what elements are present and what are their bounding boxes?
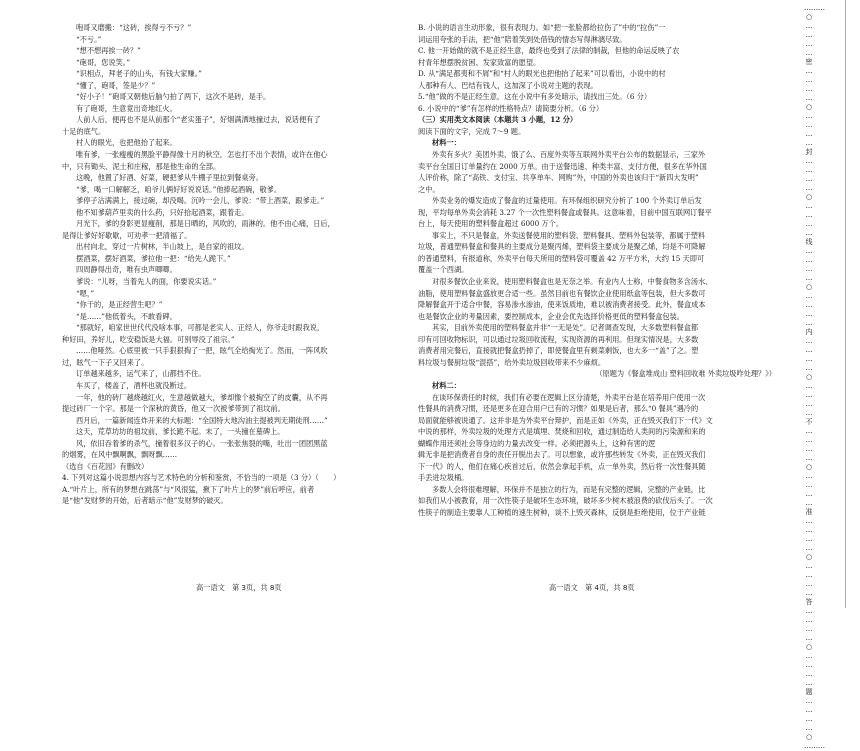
sealing-line-mark: … bbox=[805, 310, 813, 318]
sealing-line-mark: … bbox=[805, 247, 813, 255]
sealing-line-mark: 不 bbox=[805, 418, 813, 426]
option-c: 村青年想摆脱贫困、发家致富的愿望。 bbox=[418, 57, 541, 67]
story-line: 车买了，楼盖了，酒杯也就没断过。 bbox=[76, 380, 192, 390]
material-line: 中说的那样，外卖垃圾的处理方式是填埋、焚烧和回收，通过制造给人类间的污染源和来的 bbox=[418, 427, 706, 437]
sealing-line-mark: … bbox=[805, 94, 813, 102]
sealing-line-mark: … bbox=[805, 724, 813, 732]
sealing-line-mark: … bbox=[805, 544, 813, 552]
sealing-line-mark: … bbox=[805, 139, 813, 147]
sealing-line-mark: 答 bbox=[805, 598, 813, 606]
question-6: 6. 小说中的“爹”有怎样的性格特点？请简要分析。（6 分） bbox=[418, 103, 604, 113]
sealing-line-mark: ……… bbox=[804, 742, 825, 750]
sealing-line-mark: … bbox=[805, 706, 813, 714]
sealing-line-mark: … bbox=[805, 427, 813, 435]
sealing-line-mark: … bbox=[805, 616, 813, 624]
story-line: 订单越来越多，运气来了，山都挡不住。 bbox=[76, 369, 206, 379]
section-instruction: 阅读下面的文字，完成 7～9 题。 bbox=[418, 126, 526, 136]
material-line: 也是餐饮企业的考量因素，要控制成本，企业会优先选择价格更低的塑料餐盒包装。 bbox=[418, 311, 684, 321]
story-line: 月光下，爹的身影更显瘦削，那是日晒的，风吹的，雨淋的。他不由心痛，日后， bbox=[76, 219, 335, 229]
sealing-line-mark: … bbox=[805, 292, 813, 300]
page-footer-left: 高一语文 第 3页，共 8页 bbox=[196, 583, 282, 592]
sealing-line-mark: … bbox=[805, 346, 813, 354]
material-label: 材料一： bbox=[432, 138, 461, 148]
material-line: 印有可回收物标识，可以通过垃圾回收流程，实现资源的再利用。但现实情况是，大多数 bbox=[418, 334, 699, 344]
material-line: 事实上，不只是餐盒，外卖送餐使用的塑料袋、塑料餐具、塑料外包装等，都属于塑料 bbox=[432, 230, 706, 240]
sealing-line-mark: … bbox=[805, 436, 813, 444]
story-line: 这天，荒草坊坊的祖坟前，爹长跪不起。末了，一头撞在墓碑上。 bbox=[76, 427, 285, 437]
material-line: 料垃圾与餐厨垃圾“混搭”，给外卖垃圾回收带来不少麻烦。 bbox=[418, 357, 606, 367]
story-line: “是……”他低着头，不敢看碑。 bbox=[76, 311, 177, 321]
story-line: “懂了，砲哥，签是少？” bbox=[76, 80, 156, 90]
sealing-line-mark: ○ bbox=[805, 283, 813, 291]
story-line: 人前人后，便再也不是从前那个“老实蛋子”，好烟满洒地撞过去，说话便有了 bbox=[76, 115, 321, 125]
sealing-line-mark: … bbox=[805, 625, 813, 633]
sealing-line-mark: … bbox=[805, 400, 813, 408]
story-line: 四周静得出奇，唯有虫声唧唧。 bbox=[76, 265, 177, 275]
sealing-line-mark: … bbox=[805, 634, 813, 642]
sealing-line-mark: 题 bbox=[805, 688, 813, 696]
sealing-line-mark: … bbox=[805, 517, 813, 525]
sealing-line-mark: … bbox=[805, 40, 813, 48]
sealing-line-mark: ○ bbox=[805, 103, 813, 111]
sealing-line-mark: … bbox=[805, 355, 813, 363]
sealing-line-mark: ○ bbox=[805, 193, 813, 201]
question-4: 4. 下列对这篇小说思想内容与艺术特色的分析和鉴赏，不恰当的一项是（3 分）（ ） bbox=[62, 473, 341, 483]
material-line: 卖平台全国日订单量约在 2000 万单。由于送餐迅速、种类丰富、支付方便，很多在华外国 bbox=[418, 161, 707, 171]
story-line: 提过砖厂一个字。那是一个深秋的黄昏，他又一次被爹带到了祖坟前。 bbox=[62, 404, 285, 414]
sealing-line-mark: … bbox=[805, 31, 813, 39]
sealing-line-mark: … bbox=[805, 319, 813, 327]
sealing-line-mark: … bbox=[805, 679, 813, 687]
sealing-line-mark: … bbox=[805, 265, 813, 273]
story-line: 爹停子沾满满上，接过碗，却没喝。沉吟一会儿，爹说：“带上酒菜，跟爹走。” bbox=[76, 196, 325, 206]
sealing-line-mark: … bbox=[805, 256, 813, 264]
material-line: 局面就能够被说通了。这并非是为外卖平台辩护，而是正如《外卖，正在毁灭我们下一代》文 bbox=[418, 415, 713, 425]
material-line: 外卖有多火？美团外卖、饿了么、百度外卖等互联网外卖平台公布的数据显示，三家外 bbox=[432, 150, 706, 160]
story-line: 十足的底气。 bbox=[62, 126, 106, 136]
story-line: 中，只有锄头、泥土和庄稼，那是他生命的全部。 bbox=[62, 161, 221, 171]
sealing-line-mark: ○ bbox=[805, 553, 813, 561]
story-line: “不亏。” bbox=[76, 34, 102, 44]
sealing-line-mark: … bbox=[805, 499, 813, 507]
material-label: 材料二： bbox=[432, 380, 461, 390]
sealing-line-mark: … bbox=[805, 481, 813, 489]
story-line: 他不知爹葫芦里卖的什么药，只好拾起酒菜，跟着走。 bbox=[76, 207, 249, 217]
sealing-line-mark: … bbox=[805, 526, 813, 534]
material-source: （原题为《餐盒堆成山 塑料回收难 外卖垃圾咋处理？》） bbox=[595, 369, 776, 379]
sealing-line-mark: ○ bbox=[805, 733, 813, 741]
story-line: 是得让爹好好歇歇，可劝孝一把清福了。 bbox=[62, 230, 192, 240]
sealing-line-mark: ○ bbox=[805, 13, 813, 21]
sealing-line-mark: ○ bbox=[805, 463, 813, 471]
material-line: 外卖业务的爆发造成了餐盒的过量使用。有环保组织研究分析了 100 个外卖订单后发 bbox=[432, 196, 702, 206]
material-line: 之中。 bbox=[418, 184, 440, 194]
sealing-line-mark: … bbox=[805, 202, 813, 210]
sealing-line-mark: 密 bbox=[805, 58, 813, 66]
sealing-line-mark: … bbox=[805, 184, 813, 192]
sealing-line-mark: … bbox=[805, 274, 813, 282]
sealing-line-mark: … bbox=[805, 121, 813, 129]
material-line: 多数人会将很难理解，环保并不是独立的行为，而是有完整的逻辑，完整的产业链，比 bbox=[432, 484, 706, 494]
story-line: 风，依旧吞着爹的杀气，撞着很多汉子的心。一张张焦裂的嘴，吐出一团团黑蓝 bbox=[76, 438, 328, 448]
option-d: 人那种有人、巴结有钱人，这加深了小说对主题的表现。 bbox=[418, 80, 598, 90]
story-line: 爹说：“儿呀，当着先人的面，你要说实话。” bbox=[76, 277, 217, 287]
sealing-line-mark: … bbox=[805, 229, 813, 237]
sealing-line-mark: … bbox=[805, 409, 813, 417]
material-line: 性筷子的制造主要靠人工种植的速生树种，谈不上毁灭森林，反倒是拒绝使用，位于产业链 bbox=[418, 507, 706, 517]
right-page-column bbox=[418, 22, 776, 519]
story-line: 唯有爹，一张瘦瘦的黑脸平静得像十月的秋空，怎也打不出个表情，或许在他心 bbox=[76, 150, 328, 160]
sealing-line-mark: … bbox=[805, 589, 813, 597]
material-line: 对很多餐饮企业来说，使用塑料餐盒也是无奈之举。有业内人士称，中餐食物多含汤水、 bbox=[432, 277, 713, 287]
sealing-line-mark: … bbox=[805, 652, 813, 660]
material-line: 性餐具的消费习惯，还是更多在迎合用户已有的习惯？如果是后者，那么“0 餐具”遇冷的 bbox=[418, 404, 699, 414]
sealing-line-mark: 封 bbox=[805, 148, 813, 156]
sealing-line-mark: 内 bbox=[805, 328, 813, 336]
sealing-line-mark: … bbox=[805, 130, 813, 138]
story-line: 这晚，他置了好酒、好菜，硬把爹从牛棚子里拉到餐桌旁。 bbox=[76, 173, 263, 183]
sealing-line-mark: … bbox=[805, 697, 813, 705]
material-line: 蝴蝶作用还须社会等身边的力量去改变一样。必须把源头上，这种有害的逻 bbox=[418, 438, 656, 448]
section-heading: （三）实用类文本阅读（本题共 3 小题，12 分） bbox=[418, 115, 578, 125]
material-line: 的普通塑料，有报道称，外卖平台每天所用的塑料袋可覆盖 42 万平方米，大约 15 天即可 bbox=[418, 253, 705, 263]
material-line: 其实，目前外卖使用的塑料餐盒并非“一无是处”。记者调查发现，大多数塑料餐盒都 bbox=[432, 323, 699, 333]
sealing-line-mark: … bbox=[805, 22, 813, 30]
option-b: B. 小说的语言生动形象，很有表现力。如“把一张脸都给拉伤了”中的“拉伤”一 bbox=[418, 23, 666, 32]
sealing-line-mark: … bbox=[805, 490, 813, 498]
material-line: 如我们从小被教育，用一次性筷子是破坏生态环境，破坏多少树木被浪费的砍伐后头了。一次 bbox=[418, 496, 713, 506]
question-5: 5.“他”做的不是正经生意，这在小说中有多处暗示，请找出三处。（6 分） bbox=[418, 92, 652, 102]
story-line: 村人的眼光，也把他抬了起来。 bbox=[76, 138, 177, 148]
sealing-line-mark: … bbox=[805, 112, 813, 120]
material-line: 台上，每天使用的塑料餐盒超过 6000 万个。 bbox=[418, 219, 564, 229]
sealing-line-mark: … bbox=[805, 571, 813, 579]
binding-margin bbox=[791, 0, 831, 750]
sealing-line-mark: … bbox=[805, 364, 813, 372]
story-line: 出村向北，穿过一片树林，半山坡上，是自家的祖坟。 bbox=[76, 242, 249, 252]
story-line: “砲哥，您说笑。” bbox=[76, 57, 131, 67]
story-line: “识相点，拜老子的山头，有钱大家赚。” bbox=[76, 69, 202, 79]
story-line: “那就好，咱家世世代代没啥本事，可都是老实人、正经人，你爷走时跟我说， bbox=[76, 323, 325, 333]
sealing-line-mark: ○ bbox=[805, 373, 813, 381]
material-line: 油脂，使用塑料餐盒盛放更合适一些。虽然目前也有餐饮企业使用纸盒等包装，但大多数可 bbox=[418, 288, 706, 298]
sealing-line-mark: … bbox=[805, 445, 813, 453]
sealing-line-mark: … bbox=[805, 85, 813, 93]
story-line: ……他哑然。心底里被一只手狠狠掏了一把，眩气全给掏光了。然而，一阵风吹 bbox=[76, 346, 328, 356]
sealing-line-mark: … bbox=[805, 562, 813, 570]
story-line: “你干的，是正经营生吧？” bbox=[76, 300, 163, 310]
material-line: 现，平均每单外卖会消耗 3.27 个一次性塑料餐盒或餐具。这意味着，目前中国互联网订餐平 bbox=[418, 207, 712, 217]
story-line: “嗯，” bbox=[76, 288, 95, 298]
sealing-line-mark: ○ bbox=[805, 643, 813, 651]
story-line: 种好田，养好儿，吃安稳饭是大福。可别辱没了祖宗。” bbox=[62, 334, 235, 344]
material-line: 人评价称，除了“高铁、支付宝、共享单车、网购”外，中国的外卖也该归于“新四大发明” bbox=[418, 173, 699, 183]
sealing-line-mark: … bbox=[805, 670, 813, 678]
sealing-line-marks bbox=[801, 4, 825, 750]
story-line: 一年，他的砖厂越烧越红火，生意越做越大，爹却像个被掏空了的皮囊，从不再 bbox=[76, 392, 328, 402]
story-line: 西月后，一篇新闻连炸开来的大标题：“全国特大地沟油主提被判无期徒刑……” bbox=[76, 415, 328, 425]
sealing-line-mark: … bbox=[805, 220, 813, 228]
material-line: 覆盖一个西湖。 bbox=[418, 265, 469, 275]
sealing-line-mark: … bbox=[805, 175, 813, 183]
story-line: “想不想再挨一砖？” bbox=[76, 46, 141, 56]
story-line: “爹，喝一口解解乏，咱爷儿俩好好说说话。”他捧起酒碗，敬爹。 bbox=[76, 184, 282, 194]
option-c: C. 他一开始做的就不是正经生意，最终也受到了法律的制裁，但他的命运反映了农 bbox=[418, 46, 680, 56]
sealing-line-mark: 线 bbox=[805, 238, 813, 246]
page-edge bbox=[845, 0, 846, 608]
sealing-line-mark: … bbox=[805, 715, 813, 723]
page-footer-right: 高一语文 第 4页，共 8页 bbox=[549, 583, 635, 592]
option-a: A.“叶片上，所有的梦想在跳荡”与“风很猛，揪下了叶片上的梦”前后呼应，前者 bbox=[62, 484, 315, 494]
sealing-line-mark: … bbox=[805, 580, 813, 588]
story-line: “好小子！”砲哥又朝他后脑勺拍了两下，这次不是砖，是手。 bbox=[76, 92, 271, 102]
sealing-line-mark: … bbox=[805, 166, 813, 174]
sealing-line-mark: … bbox=[805, 49, 813, 57]
option-b: 词运用夸张的手法，把“他”陪着笑到处借钱的情态写得淋漓尽致。 bbox=[418, 34, 627, 44]
option-a: 是“他”发财梦的开始，后者暗示“他”发财梦的破灭。 bbox=[62, 496, 228, 506]
story-line: 过，眩气一下子又回来了。 bbox=[62, 357, 149, 367]
material-line: 在谈环保责任的时候，我们有必要在逻辑上区分清楚，外卖平台是在培养用户使用一次 bbox=[432, 392, 706, 402]
story-line: 有了砲哥，生意竟出奇地红火。 bbox=[76, 103, 177, 113]
sealing-line-mark: … bbox=[805, 76, 813, 84]
material-line: 辑无非是把消费者自身的责任开脱出去了。可以想象，或许那些转发《外卖，正在毁灭我们 bbox=[418, 450, 706, 460]
sealing-line-mark: … bbox=[805, 337, 813, 345]
sealing-line-mark: ……… bbox=[804, 4, 825, 12]
material-line: 降解餐盒开于适合中餐，容易渗水渗油，使来饭质地，难以被消费者接受。此外，餐盒成本 bbox=[418, 300, 706, 310]
sealing-line-mark: 准 bbox=[805, 508, 813, 516]
story-line: 咆哥又磨搬：“这砖，挨得亏不亏？” bbox=[76, 23, 192, 32]
sealing-line-mark: … bbox=[805, 535, 813, 543]
sealing-line-mark: … bbox=[805, 472, 813, 480]
material-line: 消费者用完餐后，直接就把餐盒扔掉了，即使餐盒里有剩菜剩饭，也大多一“盖”了之。塑 bbox=[418, 346, 699, 356]
story-line: 摆酒菜，摆好酒菜，爹拉他一把：“给先人跪下。” bbox=[76, 253, 231, 263]
sealing-line-mark: … bbox=[805, 211, 813, 219]
option-d: D. 从“满足都夷和不屑”和“村人的眼光也把他抬了起来”可以看出，小说中的村 bbox=[418, 69, 666, 79]
story-line: 的烟雾，在风中飘啊飘，飘呀飘…… bbox=[62, 450, 178, 460]
sealing-line-mark: … bbox=[805, 301, 813, 309]
sealing-line-mark: … bbox=[805, 382, 813, 390]
material-line: 垃圾，普通塑料餐盒和餐具的主要成分是聚丙烯，塑料袋主要成分是聚乙烯，均是不可降解 bbox=[418, 242, 706, 252]
sealing-line-mark: … bbox=[805, 607, 813, 615]
material-line: 下一代》的人，他们在痛心疾首过后，依然会拿起手机，点一单外卖，然后将一次性餐具随 bbox=[418, 461, 706, 471]
sealing-line-mark: … bbox=[805, 661, 813, 669]
sealing-line-mark: … bbox=[805, 67, 813, 75]
sealing-line-mark: … bbox=[805, 391, 813, 399]
source-note: （选自《百花园》有删改） bbox=[62, 461, 149, 471]
left-page-column bbox=[62, 22, 398, 507]
sealing-line-mark: … bbox=[805, 157, 813, 165]
material-line: 手丢进垃圾桶。 bbox=[418, 473, 469, 483]
sealing-line-mark: … bbox=[805, 454, 813, 462]
